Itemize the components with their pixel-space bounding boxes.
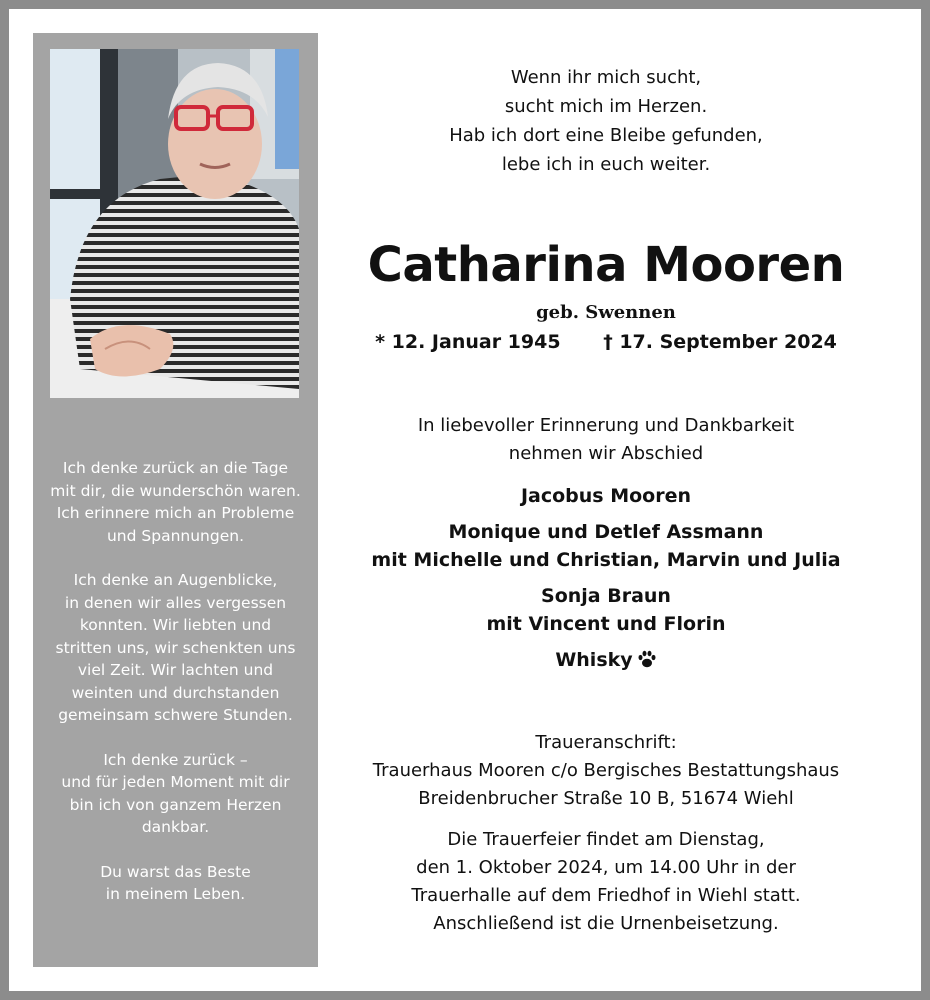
- death-date: † 17. September 2024: [603, 331, 837, 353]
- side-poem-line: viel Zeit. Wir lachten und: [77, 661, 274, 679]
- pet-name: Whisky: [555, 649, 633, 671]
- memory-line: nehmen wir Abschied: [508, 443, 704, 464]
- memory-text: [327, 412, 885, 468]
- family-list: [327, 482, 885, 685]
- verse-line: Wenn ihr mich sucht,: [510, 67, 702, 88]
- life-dates: [327, 329, 885, 355]
- service-line: Anschließend ist die Urnenbeisetzung.: [433, 913, 779, 934]
- funeral-service-info: [327, 826, 885, 938]
- address-line: Breidenbrucher Straße 10 B, 51674 Wiehl: [418, 788, 794, 809]
- side-poem-line: in denen wir alles vergessen: [64, 593, 287, 612]
- side-poem-line: und für jeden Moment mit dir: [61, 773, 290, 791]
- family-name: Sonja Braun: [541, 585, 671, 607]
- side-poem-line: Ich denke zurück –: [103, 750, 248, 769]
- verse-line: Hab ich dort eine Bleibe gefunden,: [449, 125, 763, 146]
- family-name: mit Vincent und Florin: [486, 613, 726, 635]
- side-poem-line: stritten uns, wir schenkten uns: [55, 638, 296, 657]
- side-poem-line: konnten. Wir liebten und: [79, 616, 272, 634]
- sidebar: [33, 33, 318, 967]
- family-group: [327, 582, 885, 638]
- side-poem-line: dankbar.: [141, 818, 210, 836]
- side-poem-line: und Spannungen.: [106, 526, 244, 545]
- service-line: Die Trauerfeier findet am Dienstag,: [447, 829, 765, 850]
- portrait-image: [50, 49, 299, 398]
- service-line: den 1. Oktober 2024, um 14.00 Uhr in der: [416, 857, 796, 878]
- side-poem-line: Ich erinnere mich an Probleme: [56, 504, 295, 522]
- side-poem-stanza-2: [33, 569, 318, 727]
- side-poem-line: Du warst das Beste: [100, 862, 251, 881]
- obituary-card: [9, 9, 921, 991]
- service-line: Trauerhalle auf dem Friedhof in Wiehl statt.: [411, 885, 801, 906]
- mourning-address: [327, 729, 885, 813]
- verse-line: lebe ich in euch weiter.: [501, 154, 711, 175]
- address-line: Traueranschrift:: [535, 732, 677, 753]
- paw-icon: [637, 649, 657, 677]
- side-poem-line: mit dir, die wunderschön waren.: [50, 481, 301, 500]
- family-name: Jacobus Mooren: [520, 485, 692, 507]
- side-poem-stanza-1: [33, 457, 318, 547]
- opening-verse: [327, 63, 885, 179]
- family-name: mit Michelle und Christian, Marvin und Julia: [371, 549, 841, 571]
- verse-line: sucht mich im Herzen.: [504, 96, 708, 117]
- birth-name: geb. Swennen: [536, 302, 676, 323]
- portrait-photo: [50, 49, 299, 398]
- address-line: Trauerhaus Mooren c/o Bergisches Bestattungshaus: [372, 760, 840, 781]
- side-poem-line: Ich denke an Augenblicke,: [73, 571, 278, 589]
- family-group: [327, 482, 885, 510]
- side-poem-line: in meinem Leben.: [105, 885, 246, 903]
- pet-entry: [327, 646, 885, 677]
- side-poem-line: Ich denke zurück an die Tage: [62, 459, 289, 477]
- family-group: [327, 518, 885, 574]
- side-poem-line: weinten und durchstanden: [71, 683, 280, 702]
- side-poem-line: bin ich von ganzem Herzen: [69, 795, 282, 814]
- family-name: Monique und Detlef Assmann: [448, 521, 764, 543]
- birth-date: * 12. Januar 1945: [375, 331, 561, 353]
- deceased-name: Catharina Mooren: [367, 237, 845, 293]
- side-poem: [33, 457, 318, 928]
- side-poem-line: gemeinsam schwere Stunden.: [58, 706, 293, 724]
- memory-line: In liebevoller Erinnerung und Dankbarkeit: [417, 415, 795, 436]
- side-poem-stanza-3: [33, 749, 318, 839]
- side-poem-stanza-4: [33, 861, 318, 906]
